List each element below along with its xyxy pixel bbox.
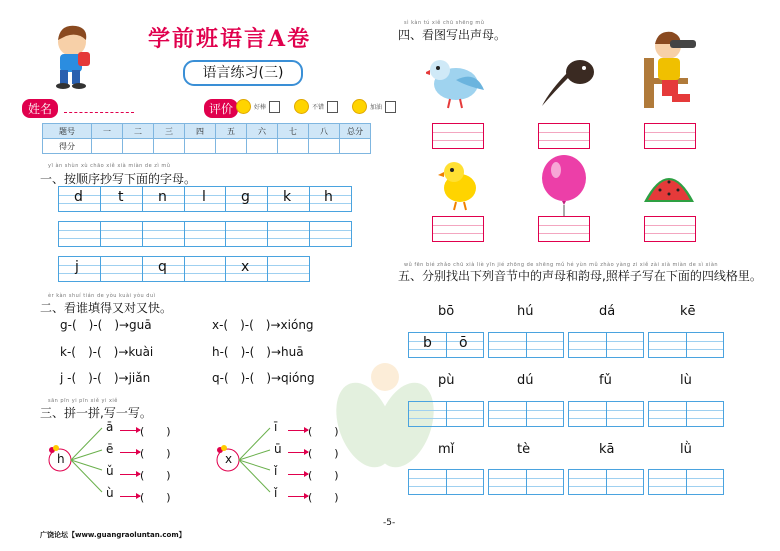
syllable-grid-ka[interactable] bbox=[568, 469, 644, 495]
spell-center-h: h bbox=[57, 452, 65, 466]
letter-h: h bbox=[324, 189, 333, 205]
letter-n: n bbox=[158, 189, 167, 205]
syllable-grid-ke[interactable] bbox=[648, 332, 724, 358]
spell-fan-left bbox=[44, 420, 114, 504]
balloon-picture bbox=[540, 154, 590, 220]
score-header: 五 bbox=[216, 124, 247, 139]
arrow-blank[interactable]: ( ) bbox=[288, 420, 339, 439]
evaluation-option-good: 不错 bbox=[312, 104, 325, 111]
score-cell[interactable] bbox=[185, 139, 216, 154]
evaluation-option-great: 好棒 bbox=[254, 104, 267, 111]
equation-left-3[interactable]: j -( )-( )→jiǎn bbox=[60, 371, 151, 385]
equation-left-1[interactable]: g-( )-( )→guā bbox=[60, 318, 152, 332]
evaluation-checkbox-good[interactable] bbox=[327, 101, 338, 113]
section2-title: 二、看谁填得又对又快。 bbox=[40, 301, 173, 315]
score-cell[interactable] bbox=[309, 139, 340, 154]
spell-fan-right bbox=[212, 420, 282, 504]
telescope-kid-picture bbox=[640, 28, 700, 114]
syllable-grid-lu[interactable] bbox=[648, 401, 724, 427]
arrow-blank[interactable]: ( ) bbox=[120, 464, 171, 483]
evaluation-label: 评价 bbox=[204, 99, 238, 118]
example-final: ō bbox=[459, 335, 468, 351]
letter-grid-row1[interactable] bbox=[58, 186, 352, 212]
syllable-mi: mǐ bbox=[438, 442, 455, 457]
smiley-icon bbox=[352, 99, 367, 114]
letter-grid-row3[interactable] bbox=[58, 256, 310, 282]
chick-picture bbox=[436, 158, 482, 216]
section1-title: 一、按顺序抄写下面的字母。 bbox=[40, 172, 197, 186]
spell-center-x: x bbox=[225, 452, 233, 466]
score-cell[interactable] bbox=[154, 139, 185, 154]
section2-pinyin: èr kàn shuí tián de yòu kuài yòu duì bbox=[48, 293, 156, 299]
equation-right-3[interactable]: q-( )-( )→qióng bbox=[212, 371, 315, 385]
score-cell[interactable] bbox=[216, 139, 247, 154]
page-number: -5- bbox=[383, 518, 396, 528]
syllable-lu: lù bbox=[680, 373, 692, 388]
answer-grid-watermelon[interactable] bbox=[644, 216, 696, 242]
score-header: 一 bbox=[92, 124, 123, 139]
vowel-u1: ū bbox=[274, 442, 282, 456]
score-cell[interactable] bbox=[92, 139, 123, 154]
letter-l: l bbox=[202, 189, 206, 205]
syllable-da: dá bbox=[599, 304, 616, 319]
vowel-i3b: ǐ bbox=[274, 486, 278, 500]
score-row-label: 得分 bbox=[43, 139, 92, 154]
score-cell[interactable] bbox=[123, 139, 154, 154]
arrow-icon bbox=[120, 474, 140, 475]
letter-g: g bbox=[241, 189, 250, 205]
arrow-icon bbox=[120, 496, 140, 497]
syllable-grid-te[interactable] bbox=[488, 469, 564, 495]
equation-right-2[interactable]: h-( )-( )→huā bbox=[212, 345, 304, 359]
arrow-blank[interactable]: ( ) bbox=[288, 486, 339, 505]
example-initial: b bbox=[423, 335, 432, 351]
section5-title: 五、分别找出下列音节中的声母和韵母,照样子写在下面的四线格里。 bbox=[398, 269, 762, 283]
score-header: 四 bbox=[185, 124, 216, 139]
syllable-du: dú bbox=[517, 373, 534, 388]
arrow-blank[interactable]: ( ) bbox=[120, 420, 171, 439]
arrow-icon bbox=[288, 430, 308, 431]
score-header: 总分 bbox=[340, 124, 371, 139]
section4-pinyin: sì kàn tú xiě chū shēng mǔ bbox=[404, 20, 485, 26]
answer-grid-balloon[interactable] bbox=[538, 216, 590, 242]
section3-pinyin: sān pīn yi pīn xiě yi xiě bbox=[48, 398, 118, 404]
score-cell[interactable] bbox=[340, 139, 371, 154]
vowel-i1: ī bbox=[274, 420, 278, 434]
arrow-blank[interactable]: ( ) bbox=[120, 442, 171, 461]
name-field[interactable] bbox=[64, 112, 134, 113]
section3-title: 三、拼一拼,写一写。 bbox=[40, 406, 152, 420]
arrow-icon bbox=[288, 452, 308, 453]
letter-k: k bbox=[283, 189, 292, 205]
tadpole-picture bbox=[540, 56, 598, 112]
score-header: 六 bbox=[247, 124, 278, 139]
arrow-icon bbox=[288, 496, 308, 497]
syllable-fu: fǔ bbox=[599, 373, 612, 388]
score-table bbox=[42, 123, 371, 154]
smiley-icon bbox=[236, 99, 251, 114]
letter-t: t bbox=[118, 189, 124, 205]
exercise-subtitle: 语言练习(三) bbox=[183, 60, 303, 86]
name-label: 姓名 bbox=[22, 99, 58, 118]
syllable-grid-hu[interactable] bbox=[488, 332, 564, 358]
syllable-hu: hú bbox=[517, 304, 534, 319]
footer-source: 广饶论坛【www.guangraoluntan.com】 bbox=[40, 531, 186, 539]
syllable-grid-lv[interactable] bbox=[648, 469, 724, 495]
arrow-icon bbox=[288, 474, 308, 475]
score-header: 三 bbox=[154, 124, 185, 139]
letter-q: q bbox=[158, 259, 167, 275]
syllable-pu: pù bbox=[438, 373, 455, 388]
syllable-lv: lǜ bbox=[680, 442, 692, 457]
score-header: 题号 bbox=[43, 124, 92, 139]
vowel-i3: ǐ bbox=[274, 464, 278, 478]
arrow-blank[interactable]: ( ) bbox=[288, 464, 339, 483]
section5-pinyin: wǔ fēn bié zhǎo chū xià liè yīn jié zhōng de shēng mǔ hé yùn mǔ zhào yàng zi xiě zài xià miàn de sì xiàn bbox=[404, 262, 719, 268]
score-header: 二 bbox=[123, 124, 154, 139]
equation-right-1[interactable]: x-( )-( )→xióng bbox=[212, 318, 314, 332]
section1-pinyin: yī àn shùn xù chāo xiě xià miàn de zì mǔ bbox=[48, 163, 171, 169]
arrow-blank[interactable]: ( ) bbox=[288, 442, 339, 461]
syllable-grid-fu[interactable] bbox=[568, 401, 644, 427]
syllable-grid-da[interactable] bbox=[568, 332, 644, 358]
answer-grid-pigeon[interactable] bbox=[432, 123, 484, 149]
score-cell[interactable] bbox=[278, 139, 309, 154]
evaluation-checkbox-great[interactable] bbox=[269, 101, 280, 113]
evaluation-option-keep-going: 加油 bbox=[370, 104, 383, 111]
score-header: 八 bbox=[309, 124, 340, 139]
letter-x: x bbox=[241, 259, 250, 275]
score-cell[interactable] bbox=[247, 139, 278, 154]
watermelon-picture bbox=[642, 162, 696, 210]
syllable-grid-du[interactable] bbox=[488, 401, 564, 427]
syllable-bo: bō bbox=[438, 304, 455, 319]
smiley-icon bbox=[294, 99, 309, 114]
arrow-blank[interactable]: ( ) bbox=[120, 486, 171, 505]
syllable-ke: kē bbox=[680, 304, 696, 319]
arrow-icon bbox=[120, 452, 140, 453]
evaluation-options bbox=[236, 99, 396, 114]
answer-grid-telescope[interactable] bbox=[644, 123, 696, 149]
vowel-u3: ǔ bbox=[106, 464, 114, 478]
page-title: 学前班语言A卷 bbox=[148, 26, 312, 52]
vowel-u4: ù bbox=[106, 486, 114, 500]
answer-grid-tadpole[interactable] bbox=[538, 123, 590, 149]
running-kid-illustration bbox=[48, 22, 100, 98]
syllable-te: tè bbox=[517, 442, 531, 457]
letter-j: j bbox=[75, 259, 79, 275]
syllable-grid-pu[interactable] bbox=[408, 401, 484, 427]
vowel-e: ē bbox=[106, 442, 114, 456]
pigeon-picture bbox=[426, 50, 488, 114]
answer-grid-chick[interactable] bbox=[432, 216, 484, 242]
syllable-ka: kā bbox=[599, 442, 615, 457]
vowel-a: ā bbox=[106, 420, 114, 434]
score-header: 七 bbox=[278, 124, 309, 139]
evaluation-checkbox-keep-going[interactable] bbox=[385, 101, 396, 113]
letter-d: d bbox=[74, 189, 83, 205]
syllable-grid-bo[interactable] bbox=[408, 332, 484, 358]
arrow-icon bbox=[120, 430, 140, 431]
equation-left-2[interactable]: k-( )-( )→kuài bbox=[60, 345, 154, 359]
letter-grid-row2[interactable] bbox=[58, 221, 352, 247]
syllable-grid-mi[interactable] bbox=[408, 469, 484, 495]
section4-title: 四、看图写出声母。 bbox=[398, 28, 507, 42]
